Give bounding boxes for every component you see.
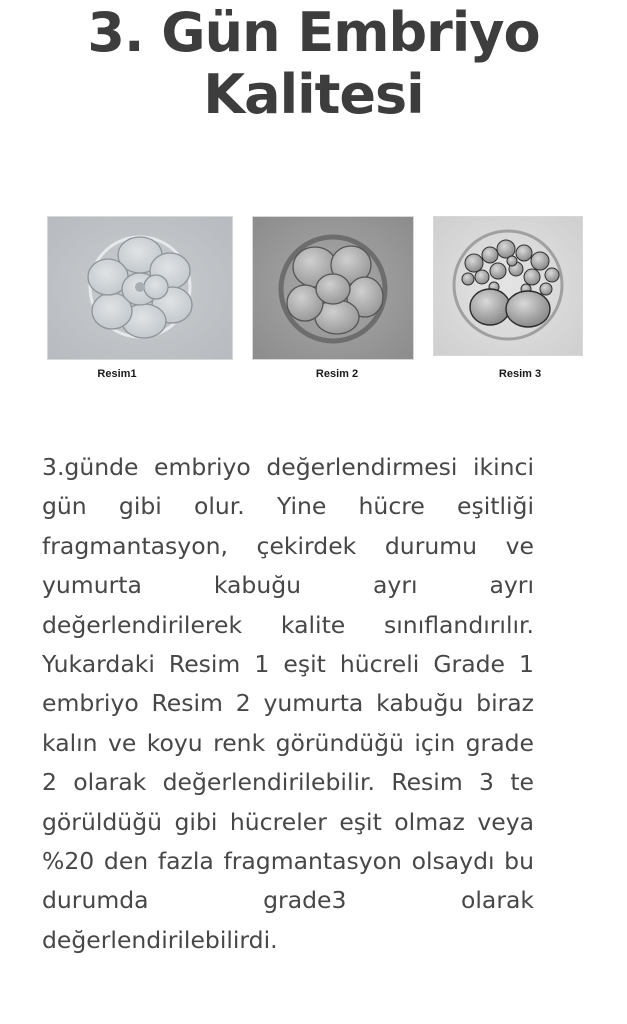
embryo-image-1 bbox=[47, 216, 233, 360]
caption-image-2: Resim 2 bbox=[315, 368, 359, 380]
page-title-line-1: 3. Gün Embriyo bbox=[87, 1, 540, 64]
page-title-line-2: Kalitesi bbox=[203, 63, 424, 126]
embryo-image-2 bbox=[252, 216, 414, 360]
caption-image-3: Resim 3 bbox=[498, 368, 542, 380]
body-paragraph: 3.günde embriyo değerlendirmesi ikinci gün gibi olur. Yine hücre eşitliği fragmantasyon, çekirdek durumu ve yumurta kabuğu ayrı ayrı değerlendirilerek kalite sınıflandırılır. Yukardaki Resim 1 eşit hücreli Grade 1 embriyo Resim 2 yumurta kabuğu biraz kalın ve koyu renk göründüğü için grade 2 olarak değerlendirilebilir. Resim 3 te görüldüğü gibi hücreler eşit olmaz veya %20 den fazla fragmantasyon olsaydı bu durumda grade3 olarak değerlendirilebilirdi. bbox=[42, 453, 534, 954]
embryo-figure bbox=[0, 216, 627, 396]
embryo-image-3 bbox=[433, 216, 583, 356]
page-title bbox=[0, 2, 627, 126]
caption-image-1: Resim1 bbox=[97, 368, 137, 380]
